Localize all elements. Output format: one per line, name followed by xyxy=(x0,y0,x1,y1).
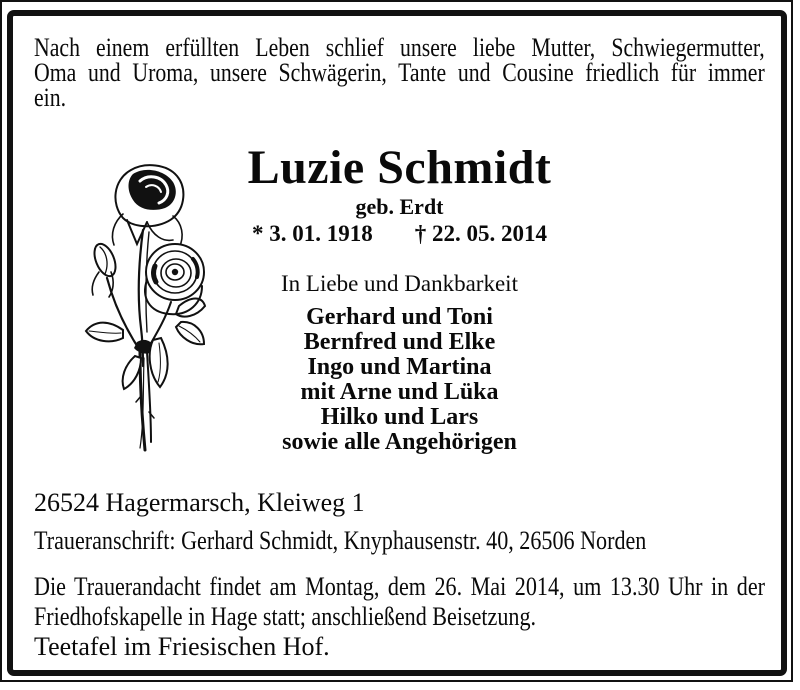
rose-illustration xyxy=(83,160,207,460)
service-info xyxy=(34,572,765,632)
condolence-address-block xyxy=(34,527,765,555)
tribute-line: In Liebe und Dankbarkeit xyxy=(281,271,518,296)
mourner-line: mit Arne und Lüka xyxy=(300,379,499,405)
birth-date: * 3. 01. 1918 xyxy=(252,221,373,246)
condolence-address: Traueranschrift: Gerhard Schmidt, Knyphausenstr. 40, 26506 Norden xyxy=(34,526,647,555)
intro-line-3: ein. xyxy=(34,83,67,112)
service-line-1: Die Trauerandacht findet am Montag, dem 26. Mai 2014, um 13.30 Uhr in der xyxy=(34,572,765,601)
intro-line-2: Oma und Uroma, unsere Schwägerin, Tante und Cousine friedlich für immer xyxy=(34,58,765,87)
mourner-line: Bernfred und Elke xyxy=(303,329,496,355)
mourner-line: Hilko und Lars xyxy=(320,404,479,430)
maiden-name: geb. Erdt xyxy=(355,194,444,219)
death-date: † 22. 05. 2014 xyxy=(414,221,547,246)
service-line-2: Friedhofskapelle in Hage statt; anschließend Beisetzung. xyxy=(34,602,537,631)
intro-line-1: Nach einem erfüllten Leben schlief unsere liebe Mutter, Schwiegermutter, xyxy=(34,33,765,62)
deceased-name: Luzie Schmidt xyxy=(247,141,552,194)
mourner-line: Gerhard und Toni xyxy=(306,304,493,330)
home-address: 26524 Hagermarsch, Kleiweg 1 xyxy=(34,488,365,517)
intro-paragraph xyxy=(34,35,765,110)
mourner-line: Ingo und Martina xyxy=(307,354,492,380)
mourner-line: sowie alle Angehörigen xyxy=(282,429,517,455)
reception-info: Teetafel im Friesischen Hof. xyxy=(34,632,330,661)
